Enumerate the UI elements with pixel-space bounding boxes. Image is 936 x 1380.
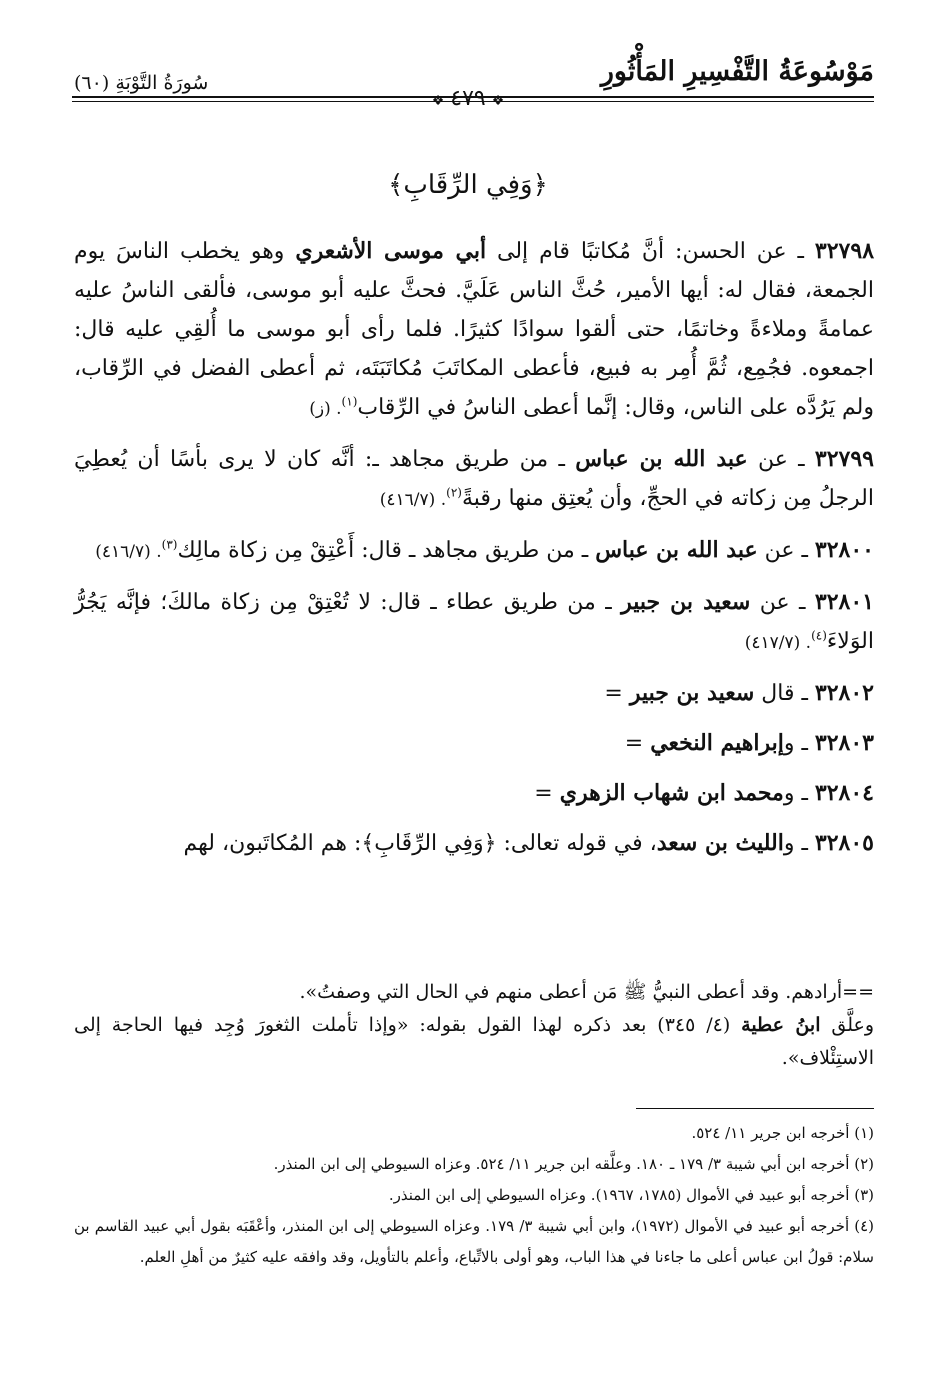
narration-entry xyxy=(74,440,874,520)
page-number xyxy=(0,86,936,111)
narration-text: ـ و xyxy=(783,831,815,856)
narrator-name: سعيد بن جبير xyxy=(621,589,751,615)
narration-text: = xyxy=(534,781,560,806)
narration-entry xyxy=(74,724,874,763)
footnote-marker[interactable]: (٣) xyxy=(161,537,178,552)
narrator-name: سعيد بن جبير xyxy=(629,680,755,706)
narration-text: = xyxy=(604,681,630,706)
header-rule-thin xyxy=(72,101,874,102)
section-title: ﴿وَفِي الرِّقَابِ﴾ xyxy=(388,170,548,200)
narration-entry xyxy=(74,774,874,813)
narration-number: ٣٢٨٠٤ xyxy=(814,780,874,806)
footnote: (٣) أخرجه أبو عبيد في الأموال (١٧٨٥، ١٩٦٧). وعزاه السيوطي إلى ابن المنذر. xyxy=(388,1186,874,1204)
narrator-name: عبد الله بن عباس xyxy=(595,537,758,563)
book-title: مَوْسُوعَةُ التَّفْسِيرِ المَأْثُورِ xyxy=(600,56,874,87)
footnote: (١) أخرجه ابن جرير ١١/ ٥٢٤. xyxy=(691,1124,874,1142)
footnote: (٢) أخرجه ابن أبي شيبة ٣/ ١٧٩ ـ ١٨٠. وعلَّقه ابن جرير ١١/ ٥٢٤. وعزاه السيوطي إلى ابن المنذر. xyxy=(273,1155,874,1173)
continued-commentary xyxy=(74,976,874,1075)
source-reference: . (٤١٦/٧) xyxy=(379,490,447,510)
narration-entry xyxy=(74,232,874,429)
narration-text: ـ عن xyxy=(757,538,815,563)
narration-entry xyxy=(74,824,874,863)
narration-text: ـ قال xyxy=(754,681,815,706)
commentary-paragraph xyxy=(74,1009,874,1075)
narrator-name: إبراهيم النخعي xyxy=(650,730,784,756)
narration-text: ـ من طريق عطاء ـ قال: لا تُعْتِقْ مِن زكاة مالكَ؛ فإنَّه يَجُرُّ الوَلاءَ xyxy=(74,590,874,654)
footnote-marker[interactable]: (١) xyxy=(341,394,358,409)
footnote-marker[interactable]: (٤) xyxy=(811,628,827,643)
narration-number: ٣٢٧٩٨ xyxy=(814,238,875,264)
narration-number: ٣٢٨٠١ xyxy=(814,589,874,615)
narration-entry xyxy=(74,531,874,572)
narrator-name: عبد الله بن عباس xyxy=(575,446,748,472)
commentary-paragraph xyxy=(74,976,874,1009)
footnotes xyxy=(74,1118,874,1273)
narration-entry xyxy=(74,674,874,713)
narrator-name: أبي موسى الأشعري xyxy=(295,238,487,264)
narration-text: ـ و xyxy=(783,781,815,806)
surah-name: سُورَةُ التَّوْبَةِ xyxy=(115,72,209,94)
continuation-mark: == xyxy=(842,981,874,1003)
ornament-icon: ❖ xyxy=(431,93,445,109)
narration-text: = xyxy=(624,731,651,756)
narration-number: ٣٢٨٠٣ xyxy=(814,730,874,756)
footnote-marker[interactable]: (٢) xyxy=(446,485,462,500)
commentary-text: أرادهم. وقد أعطى النبيُّ ﷺ مَن أعطى منهم في الحال التي وصفتُ». xyxy=(299,981,843,1003)
commentary-text: وعلَّق xyxy=(820,1014,874,1036)
narrations xyxy=(74,232,874,874)
narration-text: ـ عن xyxy=(750,590,815,615)
narration-text: ، في قوله تعالى: ﴿وَفِي الرِّقَابِ﴾: هم المُكاتَبون، لهم xyxy=(183,831,657,856)
page-number-value: ٤٧٩ xyxy=(450,86,486,111)
narration-text: ـ و xyxy=(783,731,815,756)
ornament-icon: ❖ xyxy=(491,93,505,109)
narration-text: ـ من طريق مجاهد ـ: أنَّه كان لا يرى بأسًا أن يُعطِيَ الرجلُ مِن زكاته في الحجِّ، وأن يُعتِق منها رقبةً xyxy=(74,447,874,511)
narration-entry xyxy=(74,583,874,663)
narrator-name: محمد ابن شهاب الزهري xyxy=(559,780,784,806)
narration-text: ـ عن الحسن: أنَّ مُكاتبًا قام إلى xyxy=(486,239,815,264)
narration-text: ـ عن xyxy=(747,447,815,472)
narration-number: ٣٢٨٠٥ xyxy=(814,830,874,856)
source-reference: . (٤١٧/٧) xyxy=(744,633,812,653)
narration-number: ٣٢٨٠٢ xyxy=(814,680,874,706)
narration-text: ـ من طريق مجاهد ـ قال: أَعْتِقْ مِن زكاة مالِك xyxy=(177,538,596,563)
footnote-separator xyxy=(636,1108,874,1109)
source-reference: . (ز) xyxy=(309,399,342,419)
narration-text: وهو يخطب الناسَ يوم الجمعة، فقال له: أيها الأمير، حُثَّ الناس عَلَيَّ. فحثَّ عليه أبو موسى، فألقى الناسُ عليه عمامةً وملاءةً وخاتمًا، حتى ألقوا سوادًا كثيرًا. فلما رأى أبو موسى ما أُلقِي عليه قال: اجمعوه. فجُمِع، ثُمَّ أُمِر به فبيع، فأعطى المكاتَبَ مُكاتَبَتَه، ثم أعطى الفضل في الرِّقاب، ولم يَرُدَّه على الناس، وقال: إنَّما أعطى الناسُ في الرِّقاب xyxy=(74,239,874,420)
narrator-name: الليث بن سعد xyxy=(656,830,784,856)
scholar-name: ابنُ عطية xyxy=(741,1014,821,1036)
footnote: (٤) أخرجه أبو عبيد في الأموال (١٩٧٢)، وابن أبي شيبة ٣/ ١٧٩. وعزاه السيوطي إلى ابن المنذر، وأعْقَبَه بقول أبي عبيد القاسم بن سلام: قولُ ابن عباس أعلى ما جاءنا في هذا الباب، وهو أولى بالاتِّباع، وأعلم بالتأويل، وقد وافقه عليه كثيرٌ من أهلِ العلم. xyxy=(74,1217,875,1266)
narration-number: ٣٢٧٩٩ xyxy=(814,446,874,472)
source-reference: . (٤١٦/٧) xyxy=(95,542,162,562)
verse-number: (٦٠) xyxy=(74,72,110,94)
commentary-text: (٤/ ٣٤٥) بعد ذكره لهذا القول بقوله: «وإذا تأملت الثغورَ وُجِد فيها الحاجة إلى الاستِئْلاف». xyxy=(74,1014,874,1069)
narration-number: ٣٢٨٠٠ xyxy=(814,537,874,563)
header-rule xyxy=(72,96,874,98)
